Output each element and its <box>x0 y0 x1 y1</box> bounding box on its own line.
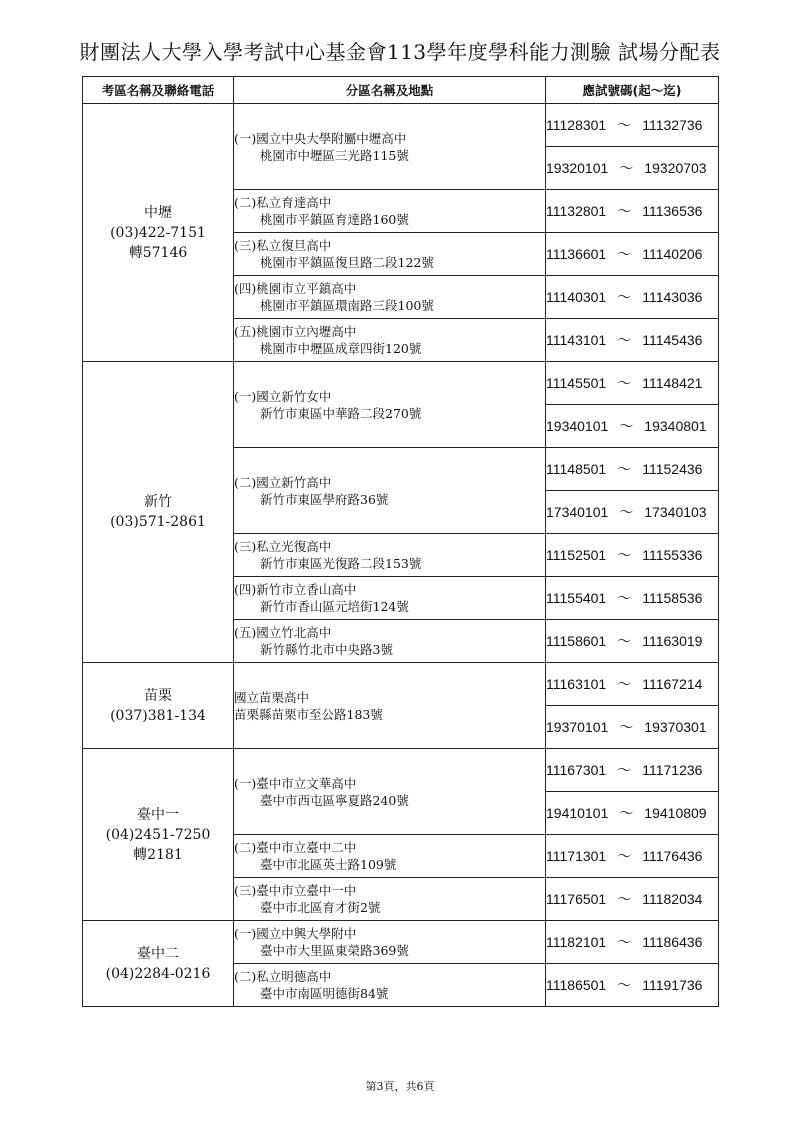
site-address: 臺中市南區明德街84號 <box>260 986 389 1001</box>
number-range-cell <box>546 964 719 1007</box>
site-cell <box>234 835 546 878</box>
site-address: 臺中市北區英士路109號 <box>260 857 397 872</box>
range-end: 11186436 <box>642 934 703 950</box>
range-end: 11143036 <box>642 289 703 305</box>
range-separator: ～ <box>617 547 632 563</box>
range-end: 11163019 <box>642 633 703 649</box>
range-start: 11145501 <box>546 375 607 391</box>
range-separator: ～ <box>619 719 634 735</box>
range-separator: ～ <box>617 117 632 133</box>
region-name: 臺中一 <box>137 806 179 823</box>
site-name: (四)桃園市立平鎮高中 <box>234 281 357 296</box>
site-name: (二)臺中市立臺中二中 <box>234 840 357 855</box>
number-range-cell <box>546 706 719 749</box>
range-separator: ～ <box>619 418 634 434</box>
range-end: 11158536 <box>642 590 703 606</box>
number-range-cell <box>546 534 719 577</box>
range-end: 11155336 <box>642 547 703 563</box>
range-start: 19320101 <box>546 160 609 176</box>
range-start: 11132801 <box>546 203 607 219</box>
site-address: 臺中市北區育才街2號 <box>260 900 381 915</box>
range-end: 11152436 <box>642 461 703 477</box>
number-range-cell <box>546 104 719 147</box>
table-row <box>83 749 719 792</box>
range-end: 11171236 <box>642 762 703 778</box>
site-name: (一)國立新竹女中 <box>234 388 332 404</box>
region-phone: (03)571-2861 <box>110 514 206 530</box>
range-start: 11167301 <box>546 762 607 778</box>
table-row <box>83 362 719 405</box>
site-name: (二)私立育達高中 <box>234 195 332 210</box>
range-start: 11163101 <box>546 676 607 692</box>
site-cell <box>234 190 546 233</box>
region-name: 臺中二 <box>137 945 179 962</box>
site-name: (一)國立中央大學附屬中壢高中 <box>234 130 407 146</box>
range-end: 11145436 <box>642 332 703 348</box>
range-separator: ～ <box>617 676 632 692</box>
site-address: 新竹市東區光復路二段153號 <box>260 556 422 571</box>
number-range-cell <box>546 792 719 835</box>
table-row <box>83 921 719 964</box>
table-header-row <box>83 77 719 104</box>
header-numbers: 應試號碼(起～迄) <box>546 77 719 104</box>
range-start: 11152501 <box>546 547 607 563</box>
range-separator: ～ <box>617 289 632 305</box>
site-cell <box>234 964 546 1007</box>
range-start: 11148501 <box>546 461 607 477</box>
number-range-cell <box>546 276 719 319</box>
range-start: 11136601 <box>546 246 607 262</box>
number-range-cell <box>546 448 719 491</box>
range-start: 11171301 <box>546 848 607 864</box>
range-end: 11182034 <box>642 891 703 907</box>
range-start: 11155401 <box>546 590 607 606</box>
region-ext: 轉2181 <box>133 846 183 863</box>
region-name: 新竹 <box>144 494 172 510</box>
range-start: 11186501 <box>546 977 607 993</box>
site-address: 新竹縣竹北市中央路3號 <box>260 642 393 657</box>
site-address: 新竹市東區學府路36號 <box>260 491 389 507</box>
site-cell <box>234 319 546 362</box>
range-end: 11136536 <box>642 203 703 219</box>
range-separator: ～ <box>617 848 632 864</box>
header-region: 考區名稱及聯絡電話 <box>83 77 234 104</box>
range-separator: ～ <box>619 805 634 821</box>
number-range-cell <box>546 233 719 276</box>
number-range-cell <box>546 835 719 878</box>
range-separator: ～ <box>617 891 632 907</box>
site-address: 臺中市大里區東榮路369號 <box>260 943 409 958</box>
number-range-cell <box>546 147 719 190</box>
number-range-cell <box>546 190 719 233</box>
region-name: 苗栗 <box>144 687 172 704</box>
region-cell <box>83 749 234 921</box>
range-separator: ～ <box>617 590 632 606</box>
number-range-cell <box>546 878 719 921</box>
site-name: (三)私立復旦高中 <box>234 238 332 253</box>
range-start: 19340101 <box>546 418 609 434</box>
region-cell <box>83 921 234 1007</box>
range-end: 17340103 <box>644 504 707 520</box>
site-name: (五)桃園市立內壢高中 <box>234 324 357 339</box>
range-separator: ～ <box>617 977 632 993</box>
site-name: (一)臺中市立文華高中 <box>234 775 357 791</box>
range-separator: ～ <box>617 375 632 391</box>
range-end: 19410809 <box>644 805 707 821</box>
site-cell <box>234 921 546 964</box>
site-cell <box>234 878 546 921</box>
range-end: 11167214 <box>642 676 703 692</box>
number-range-cell <box>546 663 719 706</box>
range-end: 11148421 <box>642 375 703 391</box>
site-name: (二)私立明德高中 <box>234 969 332 984</box>
number-range-cell <box>546 491 719 534</box>
region-cell <box>83 663 234 749</box>
region-phone: (04)2451-7250 <box>105 826 211 843</box>
number-range-cell <box>546 405 719 448</box>
range-start: 19410101 <box>546 805 609 821</box>
site-cell <box>234 276 546 319</box>
site-address: 桃園市平鎮區環南路三段100號 <box>260 298 434 313</box>
region-ext: 轉57146 <box>128 244 188 261</box>
site-name: 國立苗栗高中 <box>234 689 310 705</box>
range-separator: ～ <box>617 246 632 262</box>
range-separator: ～ <box>617 934 632 950</box>
range-separator: ～ <box>617 762 632 778</box>
range-separator: ～ <box>617 332 632 348</box>
range-start: 11140301 <box>546 289 607 305</box>
number-range-cell <box>546 319 719 362</box>
range-start: 11158601 <box>546 633 607 649</box>
range-separator: ～ <box>619 160 634 176</box>
number-range-cell <box>546 620 719 663</box>
site-address: 新竹市香山區元培街124號 <box>260 599 409 614</box>
site-cell <box>234 362 546 448</box>
range-end: 11176436 <box>642 848 703 864</box>
range-start: 11128301 <box>546 117 607 133</box>
site-name: (三)臺中市立臺中一中 <box>234 883 357 898</box>
region-name: 中壢 <box>144 204 172 221</box>
number-range-cell <box>546 921 719 964</box>
table-body <box>83 104 719 1007</box>
range-end: 19340801 <box>644 418 707 434</box>
site-cell <box>234 104 546 190</box>
range-separator: ～ <box>619 504 634 520</box>
range-start: 11182101 <box>546 934 607 950</box>
allocation-table <box>82 76 719 1007</box>
site-address: 桃園市平鎮區復旦路二段122號 <box>260 255 434 270</box>
site-name: (二)國立新竹高中 <box>234 474 332 490</box>
range-start: 11176501 <box>546 891 607 907</box>
range-separator: ～ <box>617 633 632 649</box>
region-phone: (03)422-7151 <box>110 224 206 241</box>
site-address: 桃園市中壢區成章四街120號 <box>260 341 422 356</box>
site-name: (四)新竹市立香山高中 <box>234 582 357 597</box>
site-address: 苗栗縣苗栗市至公路183號 <box>234 706 383 722</box>
region-phone: (037)381-134 <box>110 707 206 724</box>
range-end: 11132736 <box>642 117 703 133</box>
number-range-cell <box>546 749 719 792</box>
range-start: 19370101 <box>546 719 609 735</box>
site-address: 臺中市西屯區寧夏路240號 <box>260 792 409 808</box>
page-footer: 第3頁，共6頁 <box>365 1080 435 1093</box>
site-cell <box>234 577 546 620</box>
site-address: 桃園市平鎮區育達路160號 <box>260 212 409 227</box>
site-cell <box>234 620 546 663</box>
site-address: 新竹市東區中華路二段270號 <box>260 405 422 421</box>
site-cell <box>234 749 546 835</box>
site-cell <box>234 534 546 577</box>
range-start: 17340101 <box>546 504 609 520</box>
site-name: (五)國立竹北高中 <box>234 625 332 640</box>
number-range-cell <box>546 362 719 405</box>
table-row <box>83 663 719 706</box>
region-cell <box>83 362 234 663</box>
range-start: 11143101 <box>546 332 607 348</box>
site-cell <box>234 233 546 276</box>
number-range-cell <box>546 577 719 620</box>
range-end: 19370301 <box>644 719 707 735</box>
range-end: 19320703 <box>644 160 707 176</box>
region-phone: (04)2284-0216 <box>105 965 211 982</box>
site-cell <box>234 663 546 749</box>
range-separator: ～ <box>617 203 632 219</box>
site-name: (一)國立中興大學附中 <box>234 926 357 941</box>
range-end: 11140206 <box>642 246 703 262</box>
site-address: 桃園市中壢區三光路115號 <box>260 147 409 163</box>
site-cell <box>234 448 546 534</box>
region-cell <box>83 104 234 362</box>
range-separator: ～ <box>617 461 632 477</box>
header-site: 分區名稱及地點 <box>234 77 546 104</box>
table-row <box>83 104 719 147</box>
range-end: 11191736 <box>642 977 703 993</box>
page-title: 財團法人大學入學考試中心基金會113學年度學科能力測驗 試場分配表 <box>79 40 721 64</box>
site-name: (三)私立光復高中 <box>234 539 332 554</box>
